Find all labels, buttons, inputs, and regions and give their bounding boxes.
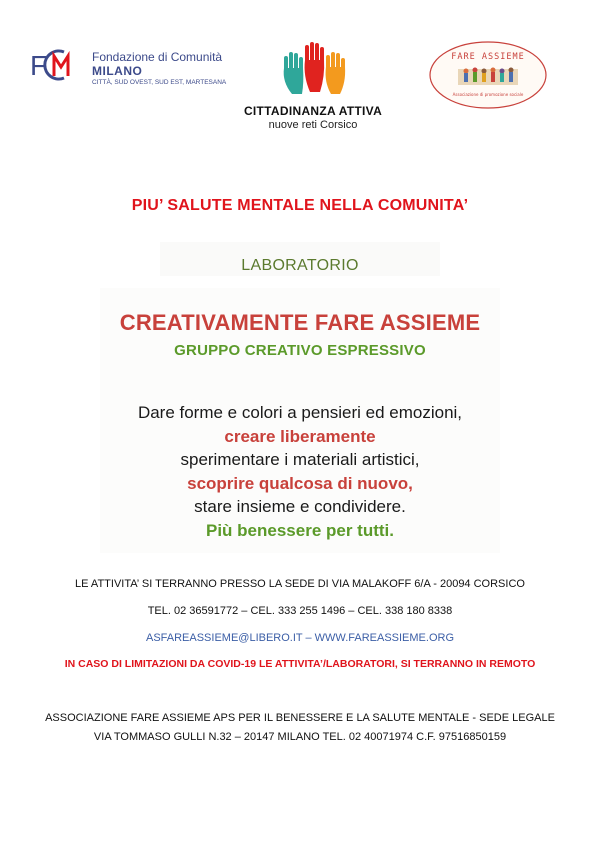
covid-notice: IN CASO DI LIMITAZIONI DA COVID-19 LE ATTIVITA’/LABORATORI, SI TERRANNO IN REMOTO [64,658,536,670]
fcm-logo-areas: CITTÀ, SUD OVEST, SUD EST, MARTESANA [92,79,227,86]
lab-line: stare insieme e condividere. [194,497,406,516]
fa-logo-caption: Associazione di promozione sociale [452,92,524,97]
fa-logo-title: FARE ASSIEME [451,52,525,62]
venue-text: LE ATTIVITA’ SI TERRANNO PRESSO LA SEDE DI VIA MALAKOFF 6/A - 20094 CORSICO [75,578,525,590]
fcm-logo-text [92,50,272,87]
raised-hands-logo-icon [278,42,348,98]
lab-description [0,401,600,542]
lab-title: CREATIVAMENTE FARE ASSIEME [119,310,481,335]
fcm-letters-logo-icon [30,45,80,85]
lab-line: creare liberamente [224,426,376,446]
lab-line: sperimentare i materiali artistici, [180,450,420,469]
cittadinanza-title: CITTADINANZA ATTIVA [243,104,383,118]
fcm-logo-city: MILANO [92,64,143,78]
lab-line: scoprire qualcosa di nuovo, [187,473,413,493]
email-website-links[interactable]: ASFAREASSIEME@LIBERO.IT – WWW.FAREASSIEME.ORG [145,632,455,644]
fare-assieme-oval-logo-icon [428,40,548,110]
main-title: PIU’ SALUTE MENTALE NELLA COMUNITA’ [131,197,469,214]
lab-line: Più benessere per tutti. [206,520,394,540]
organization-line-2: VIA TOMMASO GULLI N.32 – 20147 MILANO TEL. 02 40071974 C.F. 97516850159 [93,731,507,743]
fcm-logo-name: Fondazione di Comunità [92,50,223,64]
phone-numbers: TEL. 02 36591772 – CEL. 333 255 1496 – CEL. 338 180 8338 [147,605,453,617]
lab-label: LABORATORIO [241,257,359,274]
organization-line-1: ASSOCIAZIONE FARE ASSIEME APS PER IL BENESSERE E LA SALUTE MENTALE - SEDE LEGALE [45,712,555,724]
lab-subtitle: GRUPPO CREATIVO ESPRESSIVO [174,342,426,359]
lab-line: Dare forme e colori a pensieri ed emozioni, [137,403,463,422]
cittadinanza-subtitle: nuove reti Corsico [268,119,358,131]
svg-text:F: F [30,50,48,81]
